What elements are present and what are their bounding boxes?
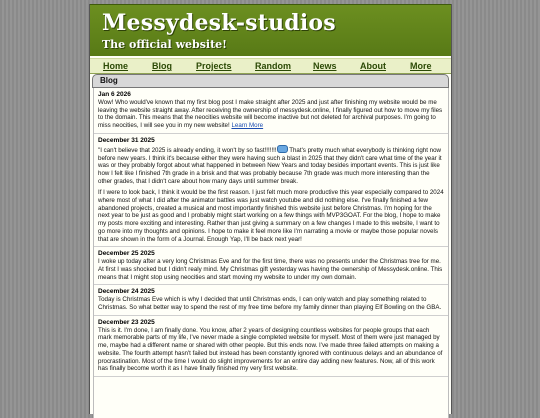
post-body	[98, 327, 444, 373]
post-paragraph: I woke up today after a very long Christmas Eve and for the first time, there was no presents under the Christmas tree for me. At first I was shocked but I didn't realy mind. My Christmas gift yesterday was having the ownership of Messydesk.online. This means that I might stop using neocities and start moving my website to under my own domain.	[98, 258, 443, 281]
site-header	[90, 4, 451, 56]
blog-section-bar	[92, 74, 449, 88]
post-paragraph	[98, 145, 444, 186]
post-date: December 23 2025	[98, 318, 155, 326]
nav-more[interactable]: More	[410, 61, 432, 71]
post-body	[98, 296, 444, 311]
post-paragraph: If I were to look back, I think it would be the first reason. I just felt much more productive this year especially compared to 2024 where most of what I did after the animator battles was just watch youtube and did nothing else. I've finally finished a few abandoned projects, created a musical and most importantly finished this website just before Christmas. I'm hoping for the next year to be just as good and I probably might start working on a few things with MVP3GOAT. For the blog, I hope to make my posts more exciting and interesting. Rather than just giving a summary on a few changes I made to this website, I want to go more into my thoughts and opinions. I hope to make it feel more like I'm narrating a movie or maybe those popular novels that are shown in the form of a Journal. Enough Yap, I'll be back next year!	[98, 189, 444, 243]
post-date: December 25 2025	[98, 250, 155, 258]
blog-post	[94, 316, 448, 377]
nav-blog[interactable]: Blog	[152, 61, 172, 71]
blog-post	[94, 285, 448, 315]
post-body	[98, 145, 444, 243]
post-paragraph	[98, 99, 444, 130]
nav-home[interactable]: Home	[103, 61, 129, 71]
post-text: That's pretty much what everybody is thinking right now before new years. I think it's because either they were having such a blast in 2025 that they didn't care what time of the year it was or they probably forgot about what happened in between New Years and today besides important events. This is just like how I felt like I finished 7th grade in a brisk and that was probably because 7th grade was much more interesting than the other grades, that I didn't care about how many days until summer break.	[98, 146, 442, 185]
post-date: December 24 2025	[98, 288, 155, 296]
nav-about[interactable]: About	[360, 61, 386, 71]
smiley-emoji-icon	[277, 145, 288, 153]
nav-news[interactable]: News	[313, 61, 337, 71]
learn-more-link[interactable]: Learn More	[231, 122, 264, 130]
post-body	[98, 99, 444, 130]
nav-projects[interactable]: Projects	[196, 61, 232, 71]
section-title: Blog	[100, 76, 118, 85]
post-date: December 31 2025	[98, 136, 155, 144]
blog-post	[94, 134, 448, 247]
post-text: Wow! Who would've known that my first blog post I make straight after 2025 and just after finishing my website would be me leaving the website straight away. After receiving the ownership of messydesk.online, I finally figured out how to move my files to the domain. This means that the neocities website will become inactive but not deleted for archival purposes. I'm going to miss neocities, I will see you in my new website!	[98, 99, 443, 130]
post-body	[98, 258, 444, 281]
blog-content[interactable]	[93, 88, 449, 418]
nav-random[interactable]: Random	[255, 61, 291, 71]
site-subtitle: The official website!	[102, 38, 228, 51]
post-text: "I can't believe that 2025 is already ending, it won't by so fast!!!!!!!	[98, 146, 277, 154]
main-nav	[90, 58, 451, 74]
post-paragraph: This is it. I'm done, I am finally done. You know, after 2 years of designing countless websites for people groups that each mark memorable parts of my life, I've never made a single completed website for myself. Most of them were just managed by me, maybe had a different name or shared with other people. But this ends now. I've made three failed attempts on making a website. The fourth attempt hasn't failed but instead has been constantly ignored with continuous delays and an abundance of procrastination. Most of the time I would do slight improvements for an entire day adding new features. Now, all of this work has finally become worth it as I have finally finished my very first website.	[98, 326, 443, 373]
site-title: Messydesk-studios	[102, 10, 336, 36]
page-container	[89, 4, 452, 414]
post-date: Jan 6 2026	[98, 91, 131, 98]
blog-post	[94, 247, 448, 285]
blog-post	[94, 88, 448, 134]
post-paragraph: Today is Christmas Eve which is why I decided that until Christmas ends, I can only watch and play something related to Christmas. So what better way to spend the rest of my free time before my family dinner than playing Elf Bowling on the GBA.	[98, 296, 442, 312]
